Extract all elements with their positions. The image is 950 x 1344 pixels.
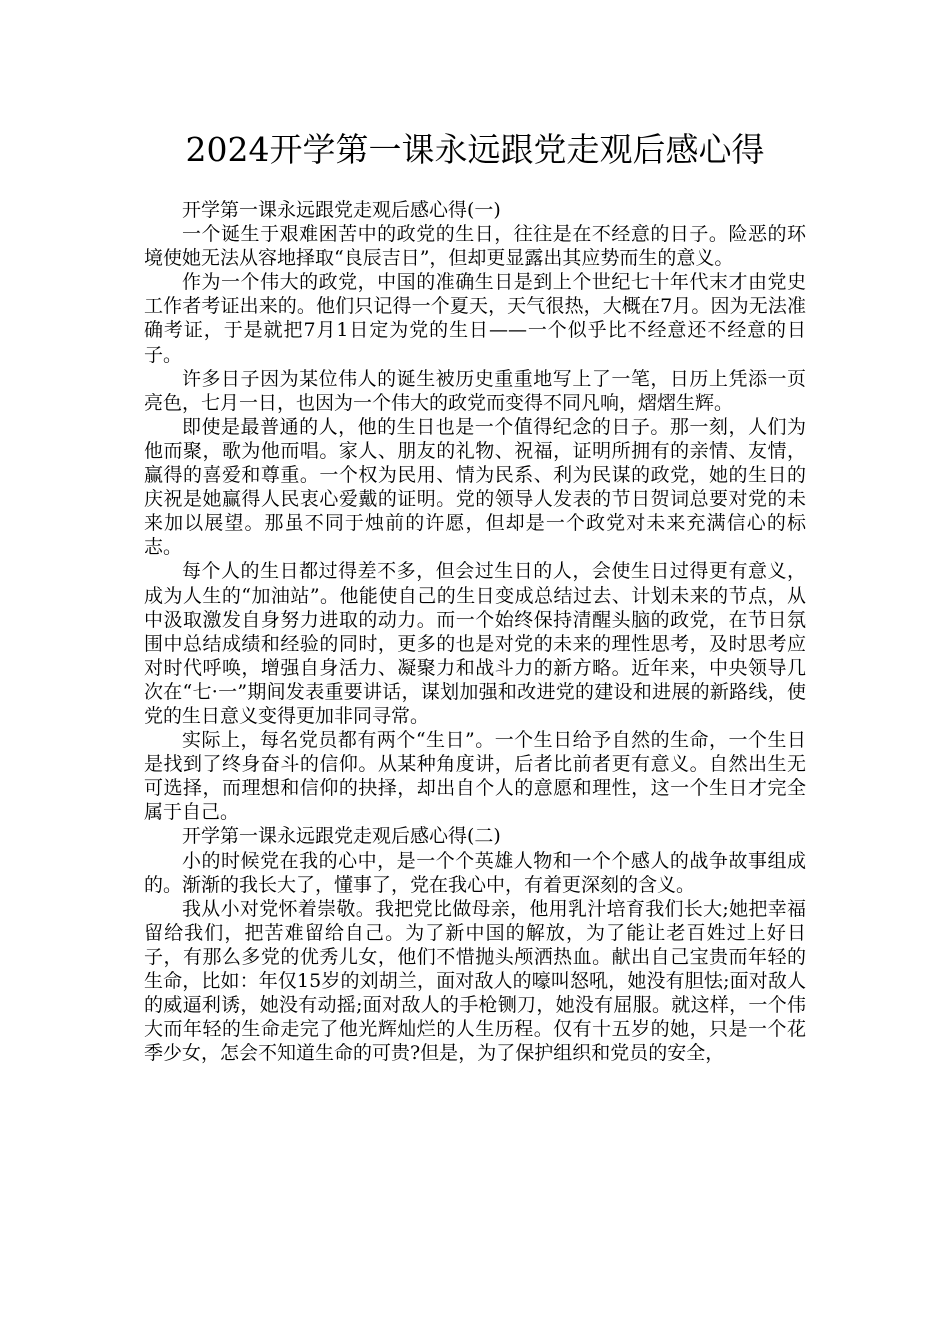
paragraph: 一个诞生于艰难困苦中的政党的生日，往往是在不经意的日子。险恶的环境使她无法从容地择取“良辰吉日”，但却更显露出其应势而生的意义。 [144, 223, 806, 270]
paragraph: 许多日子因为某位伟人的诞生被历史重重地写上了一笔，日历上凭添一页亮色，七月一日，也因为一个伟大的政党而变得不同凡响，熠熠生辉。 [144, 367, 806, 414]
paragraph: 每个人的生日都过得差不多，但会过生日的人，会使生日过得更有意义，成为人生的“加油站”。他能使自己的生日变成总结过去、计划未来的节点，从中汲取激发自身努力进取的动力。而一个始终保持清醒头脑的政党，在节日氛围中总结成绩和经验的同时，更多的也是对党的未来的理性思考，及时思考应对时代呼唤，增强自身活力、凝聚力和战斗力的新方略。近年来，中央领导几次在“七·一”期间发表重要讲话，谋划加强和改进党的建设和进展的新路线，使党的生日意义变得更加非同寻常。 [144, 560, 806, 727]
document-body [144, 198, 806, 1065]
paragraph: 小的时候党在我的心中，是一个个英雄人物和一个个感人的战争故事组成的。渐渐的我长大了，懂事了，党在我心中，有着更深刻的含义。 [144, 849, 806, 896]
document-title: 2024开学第一课永远跟党走观后感心得 [185, 130, 765, 169]
section-heading-2: 开学第一课永远跟党走观后感心得(二) [182, 825, 501, 848]
paragraph: 我从小对党怀着崇敬。我把党比做母亲，他用乳汁培育我们长大;她把幸福留给我们，把苦难留给自己。为了新中国的解放，为了能让老百姓过上好日子，有那么多党的优秀儿女，他们不惜抛头颅洒热血。献出自己宝贵而年轻的生命，比如：年仅15岁的刘胡兰，面对敌人的嚎叫怒吼，她没有胆怯;面对敌人的威逼利诱，她没有动摇;面对敌人的手枪铡刀，她没有屈服。就这样，一个伟大而年轻的生命走完了他光辉灿烂的人生历程。仅有十五岁的她，只是一个花季少女，怎会不知道生命的可贵?但是，为了保护组织和党员的安全， [144, 897, 806, 1065]
paragraph: 实际上，每名党员都有两个“生日”。一个生日给予自然的生命，一个生日是找到了终身奋斗的信仰。从某种角度讲，后者比前者更有意义。自然出生无可选择，而理想和信仰的抉择，却出自个人的意愿和理性，这一个生日才完全属于自己。 [144, 729, 806, 824]
section-heading-1: 开学第一课永远跟党走观后感心得(一) [182, 199, 501, 221]
paragraph: 作为一个伟大的政党，中国的准确生日是到上个世纪七十年代末才由党史工作者考证出来的。他们只记得一个夏天，天气很热，大概在7月。因为无法准确考证，于是就把7月1日定为党的生日——一个似乎比不经意还不经意的日子。 [144, 271, 806, 366]
paragraph: 即使是最普通的人，他的生日也是一个值得纪念的日子。那一刻，人们为他而聚，歌为他而唱。家人、朋友的礼物、祝福，证明所拥有的亲情、友情，赢得的喜爱和尊重。一个权为民用、情为民系、利为民谋的政党，她的生日的庆祝是她赢得人民衷心爱戴的证明。党的领导人发表的节日贺词总要对党的未来加以展望。那虽不同于烛前的许愿，但却是一个政党对未来充满信心的标志。 [144, 415, 806, 559]
